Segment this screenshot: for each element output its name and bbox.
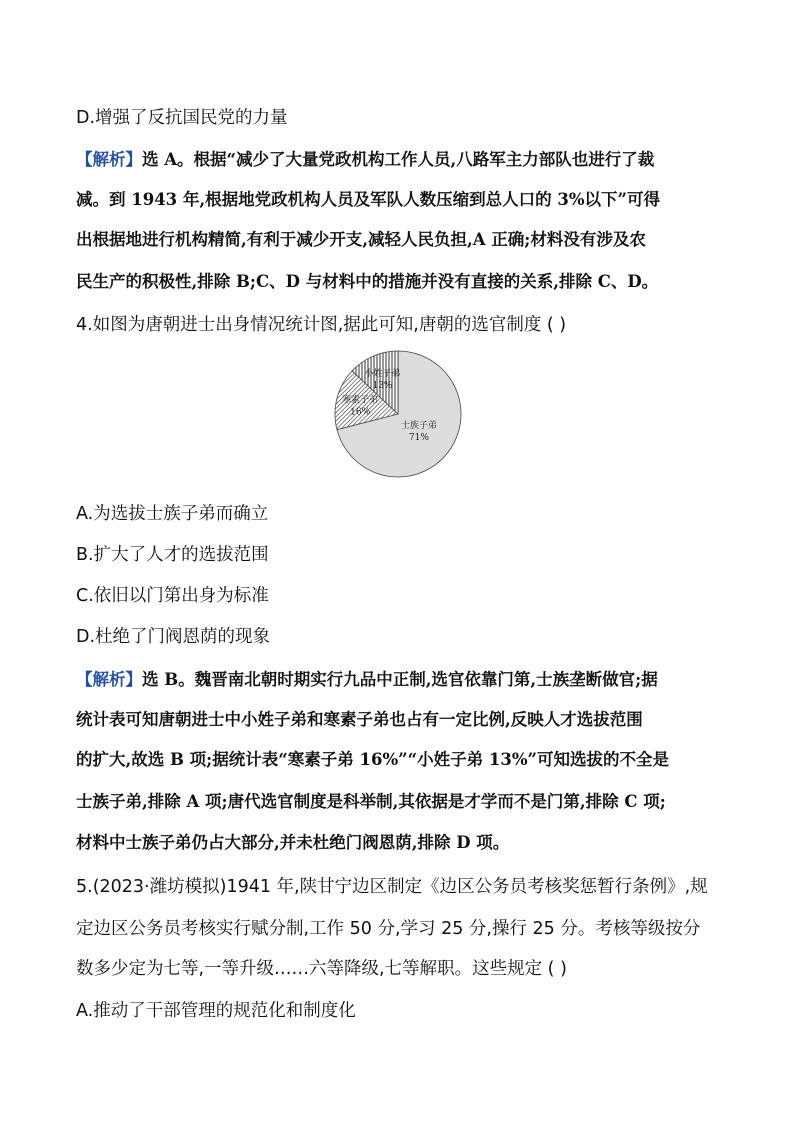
analysis-tag: 【解析】 xyxy=(76,670,142,689)
q4-option-a: A.为选拔士族子弟而确立 xyxy=(76,504,269,524)
pie-label-percent: 13% xyxy=(372,381,393,392)
q3-analysis-line-3: 出根据地进行机构精简,有利于减少开支,减轻人民负担,A 正确;材料没有涉及农 xyxy=(76,230,646,249)
q4-option-c: C.依旧以门第出身为标准 xyxy=(76,586,269,606)
q4-analysis-line-1 xyxy=(76,668,658,692)
analysis-text: 选 A。根据“减少了大量党政机构工作人员,八路军主力部队也进行了裁 xyxy=(142,150,655,169)
q4-analysis-line-2: 统计表可知唐朝进士中小姓子弟和寒素子弟也占有一定比例,反映人才选拔范围 xyxy=(76,710,643,729)
q4-stem: 4.如图为唐朝进士出身情况统计图,据此可知,唐朝的选官制度 ( ) xyxy=(76,315,567,335)
q4-analysis-line-4: 士族子弟,排除 A 项;唐代选官制度是科举制,其依据是才学而不是门第,排除 C 项; xyxy=(76,792,666,811)
q4-analysis-line-5: 材料中士族子弟仍占大部分,并未杜绝门阀恩荫,排除 D 项。 xyxy=(76,833,510,852)
q5-stem-line-1: 5.(2023·潍坊模拟)1941 年,陕甘宁边区制定《边区公务员考核奖惩暂行条例》,规 xyxy=(76,877,708,897)
q5-stem-line-2: 定边区公务员考核实行赋分制,工作 50 分,学习 25 分,操行 25 分。考核等级按分 xyxy=(76,919,701,939)
pie-chart-svg xyxy=(328,348,468,480)
analysis-text: 选 B。魏晋南北朝时期实行九品中正制,选官依靠门第,士族垄断做官;据 xyxy=(142,670,658,689)
q5-option-a: A.推动了干部管理的规范化和制度化 xyxy=(76,1001,356,1021)
q4-option-d: D.杜绝了门阀恩荫的现象 xyxy=(76,627,271,647)
q3-analysis-line-2: 减。到 1943 年,根据地党政机构人员及军队人数压缩到总人口的 3%以下”可得 xyxy=(76,190,661,209)
q3-analysis-line-4: 民生产的积极性,排除 B;C、D 与材料中的措施并没有直接的关系,排除 C、D。 xyxy=(76,272,659,291)
pie-label-name: 寒素子弟 xyxy=(342,395,379,406)
pie-label-name: 士族子弟 xyxy=(400,421,437,432)
pie-label-name: 小姓子弟 xyxy=(364,369,401,380)
q3-option-d: D.增强了反抗国民党的力量 xyxy=(76,108,288,128)
pie-chart xyxy=(328,348,468,480)
q4-analysis-line-3: 的扩大,故选 B 项;据统计表“寒素子弟 16%”“小姓子弟 13%”可知选拔的不全是 xyxy=(76,750,670,769)
pie-label-percent: 16% xyxy=(350,407,371,418)
pie-label-percent: 71% xyxy=(408,433,429,444)
q5-stem-line-3: 数多少定为七等,一等升级……六等降级,七等解职。这些规定 ( ) xyxy=(76,959,567,979)
q4-option-b: B.扩大了人才的选拔范围 xyxy=(76,545,269,565)
q3-analysis-line-1 xyxy=(76,148,654,172)
analysis-tag: 【解析】 xyxy=(76,150,142,169)
